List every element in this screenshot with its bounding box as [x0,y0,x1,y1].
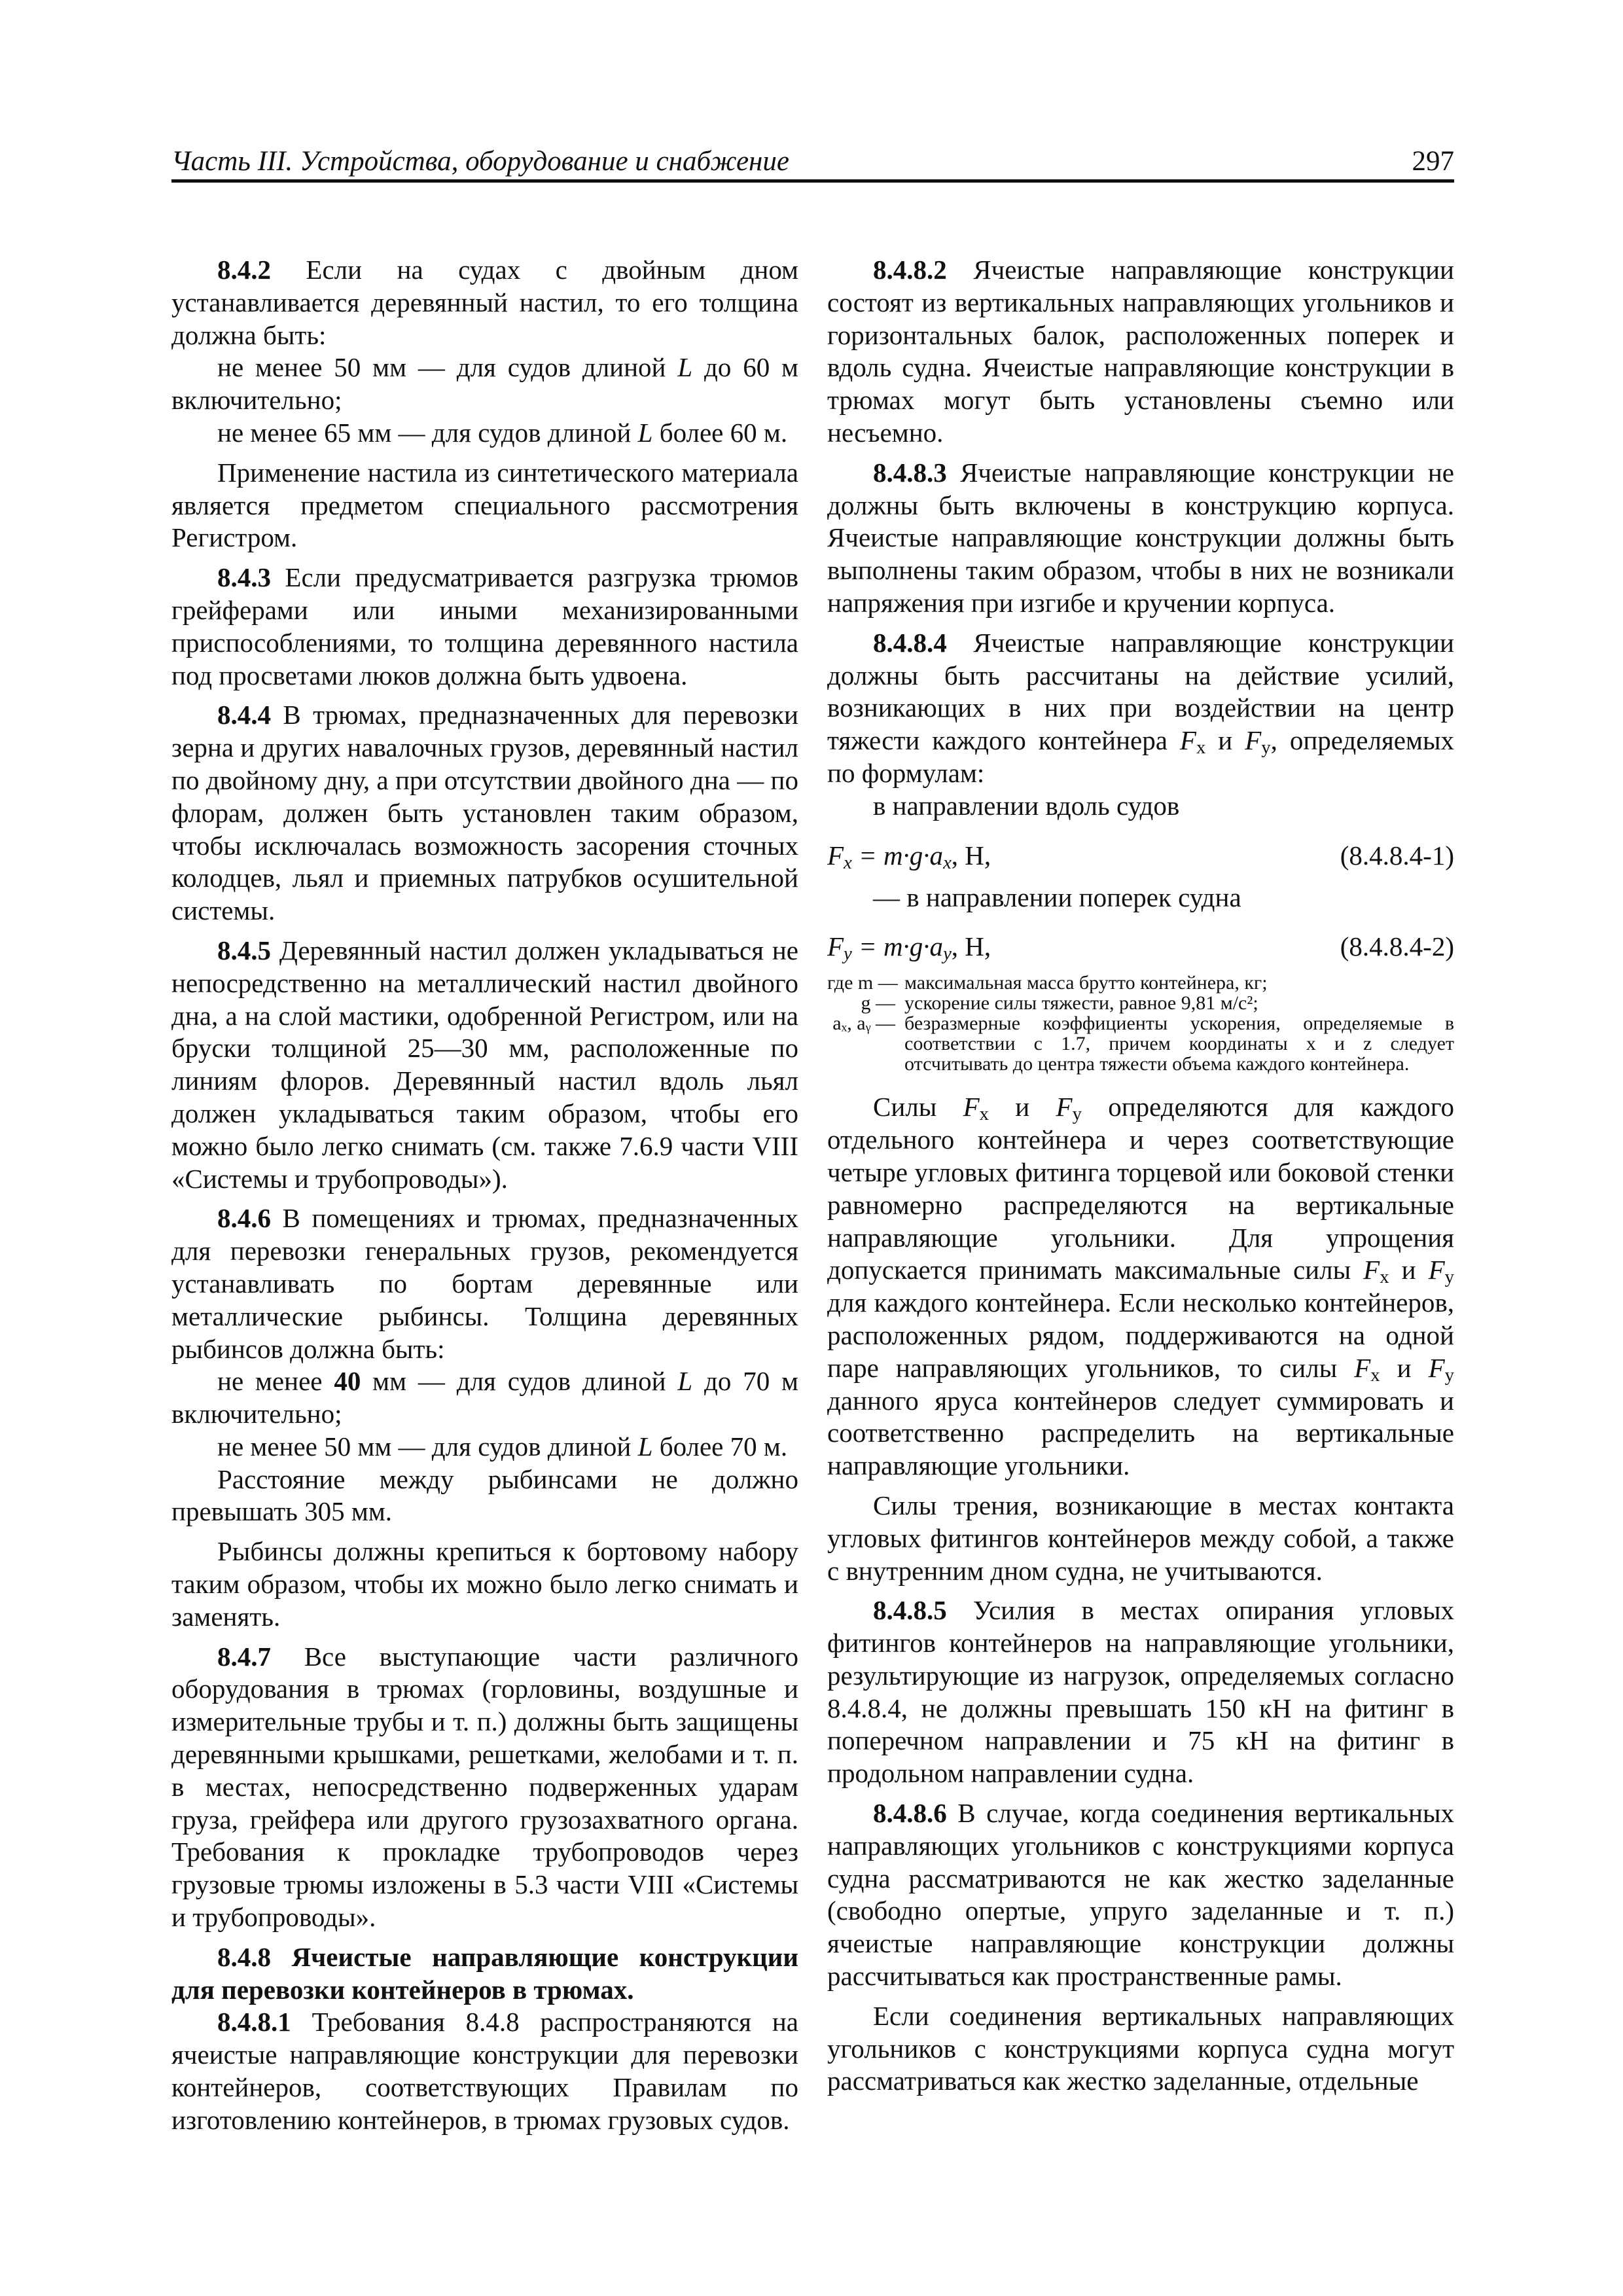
clause-number: 8.4.8.4 [873,627,947,658]
paragraph: Силы трения, возникающие в местах контакта угловых фитингов контейнеров между собой, а также с внутренним дном судна, не учитываются. [827,1490,1454,1586]
paragraph-8-4-8-3: 8.4.8.3 Ячеистые направляющие конструкции не должны быть включены в конструкцию корпуса. Ячеистые направляющие конструкции должны быть выполнены таким образом, чтобы в них не возникали напряжения при изгибе и кручении корпуса. [827,457,1454,618]
legend-text: безразмерные коэффициенты ускорения, определяемые в соответствии с 1.7, причем координаты x и z следует отсчитывать до центра тяжести объема каждого контейнера. [904,1013,1454,1075]
clause-number: 8.4.8.5 [873,1595,947,1626]
legend-symbol: aₓ, aᵧ — [832,1013,895,1035]
clause-number: 8.4.8.1 [217,2007,291,2037]
clause-number: 8.4.3 [217,562,271,593]
formula-8-4-8-4-2 [827,931,1454,963]
paragraph-8-4-8-4: 8.4.8.4 Ячеистые направляющие конструкции должны быть рассчитаны на действие усилий, возникающих в них при воздействии на центр тяжести каждого контейнера $F_x$ и $F_y$, определяемых по формулам: [827,627,1454,788]
clause-number: 8.4.4 [217,700,271,730]
paragraph: Применение настила из синтетического материала является предметом специального рассмотрения Регистром. [171,457,798,553]
paragraph: в направлении вдоль судов [873,790,1180,821]
clause-number: 8.4.8.3 [873,457,947,488]
page-number: 297 [1412,146,1454,177]
formula-expression: $F_y = m\cdot g\cdot a_y$, Н, [827,931,991,965]
paragraph: Силы $F_x$ и $F_y$ определяются для каждого отдельного контейнера и через соответствующие четыре угловых фитинга торцевой или боковой стенки равномерно распределяются на вертикальные направляющие угольники. Для упрощения допускается принимать максимальные силы $F_x$ и $F_y$ для каждого контейнера. Если несколько контейнеров, расположенных рядом, поддерживаются на одной паре направляющих угольников, то силы $F_x$ и $F_y$ данного яруса контейнеров следует суммировать и соответственно распределить на вертикальные направляющие угольники. [827,1092,1454,1481]
paragraph: Рыбинсы должны крепиться к бортовому набору таким образом, чтобы их можно было легко снимать и заменять. [171,1536,798,1632]
paragraph-8-4-8-2: 8.4.8.2 Ячеистые направляющие конструкции состоят из вертикальных направляющих угольников и горизонтальных балок, расположенных поперек и вдоль судна. Ячеистые направляющие конструкции в трюмах могут быть установлены съемно или несъемно. [827,255,1454,448]
left-column [171,254,798,2137]
paragraph-8-4-6: 8.4.6 В помещениях и трюмах, предназначенных для перевозки генеральных грузов, рекомендуется устанавливать по бортам деревянные или металлические рыбинсы. Толщина деревянных рыбинсов должна быть: [171,1203,798,1364]
paragraph: Расстояние между рыбинсами не должно превышать 305 мм. [171,1463,798,1527]
legend-symbol: g — [861,992,895,1014]
paragraph-8-4-8-6: 8.4.8.6 В случае, когда соединения вертикальных направляющих угольников с конструкциями корпуса судна рассматриваются не как жестко заделанные (свободно опертые, упруго заделанные и т. п.) ячеистые направляющие конструкции должны рассчитываться как пространственные рамы. [827,1798,1454,1992]
formula-number: (8.4.8.4-2) [1340,931,1454,962]
paragraph: — в направлении поперек судна [873,882,1241,912]
paragraph-8-4-4: 8.4.4 В трюмах, предназначенных для перевозки зерна и других навалочных грузов, деревянный настил по двойному дну, а при отсутствии двойного дна — по флорам, должен быть установлен таким образом, чтобы исключалась возможность засорения сточных колодцев, льял и приемных патрубков осушительной системы. [171,700,798,926]
paragraph-8-4-7: 8.4.7 Все выступающие части различного оборудования в трюмах (горловины, воздушные и измерительные трубы и т. п.) должны быть защищены деревянными крышками, решетками, желобами и т. п. в местах, непосредственно подверженных ударам груза, грейфера или другого грузозахватного органа. Требования к прокладке трубопроводов через грузовые трюмы изложены в 5.3 части VIII «Системы и трубопроводы». [171,1641,798,1933]
clause-number: 8.4.8.2 [873,255,947,285]
paragraph: не менее 50 мм — для судов длиной L более 70 м. [217,1431,788,1462]
paragraph-8-4-2: 8.4.2 Если на судах с двойным дном устанавливается деревянный настил, то его толщина должна быть: [171,255,798,350]
clause-number: 8.4.6 [217,1203,271,1234]
paragraph: не менее 40 мм — для судов длиной L до 70 м включительно; [171,1366,798,1429]
running-header-title: Часть III. Устройства, оборудование и снабжение [171,146,789,177]
formula-legend [827,973,1454,1074]
legend-symbol: где m — [827,972,898,994]
clause-number: 8.4.2 [217,255,271,285]
paragraph-8-4-3: 8.4.3 Если предусматривается разгрузка трюмов грейферами или иными механизированными приспособлениями, то толщина деревянного настила под просветами люков должна быть удвоена. [171,562,798,691]
paragraph: Если соединения вертикальных направляющих угольников с конструкциями корпуса судна могут рассматриваться как жестко заделанные, отдельные [827,2000,1454,2096]
section-heading-8-4-8: 8.4.8 Ячеистые направляющие конструкции для перевозки контейнеров в трюмах. [171,1941,798,2005]
clause-number: 8.4.5 [217,935,271,965]
clause-number: 8.4.8.6 [873,1798,947,1829]
formula-8-4-8-4-1 [827,840,1454,872]
paragraph-8-4-8-1: 8.4.8.1 Требования 8.4.8 распространяются на ячеистые направляющие конструкции для перевозки контейнеров, соответствующих Правилам по изготовлению контейнеров, в трюмах грузовых судов. [171,2007,798,2135]
formula-number: (8.4.8.4-1) [1340,840,1454,870]
paragraph-8-4-5: 8.4.5 Деревянный настил должен укладываться не непосредственно на металлический настил двойного дна, а на слой мастики, одобренной Регистром, или на бруски толщиной 25—30 мм, расположенные по линиям флоров. Деревянный настил вдоль льял должен укладываться таким образом, чтобы его можно было легко снимать (см. также 7.6.9 части VIII «Системы и трубопроводы»). [171,935,798,1194]
paragraph: не менее 50 мм — для судов длиной L до 60 м включительно; [171,352,798,416]
clause-number: 8.4.7 [217,1641,271,1672]
running-header [171,145,1454,183]
legend-text: максимальная масса брутто контейнера, кг; [904,972,1268,994]
formula-expression: $F_x = m\cdot g\cdot a_x$, Н, [827,840,991,873]
legend-text: ускорение силы тяжести, равное 9,81 м/с²; [904,992,1258,1014]
paragraph: не менее 65 мм — для судов длиной L более 60 м. [217,417,788,448]
right-column [827,254,1454,2098]
paragraph-8-4-8-5: 8.4.8.5 Усилия в местах опирания угловых фитингов контейнеров на направляющие угольники, результирующие из нагрузок, определяемых согласно 8.4.8.4, не должны превышать 150 кН на фитинг в поперечном направлении и 75 кН на фитинг в продольном направлении судна. [827,1595,1454,1789]
